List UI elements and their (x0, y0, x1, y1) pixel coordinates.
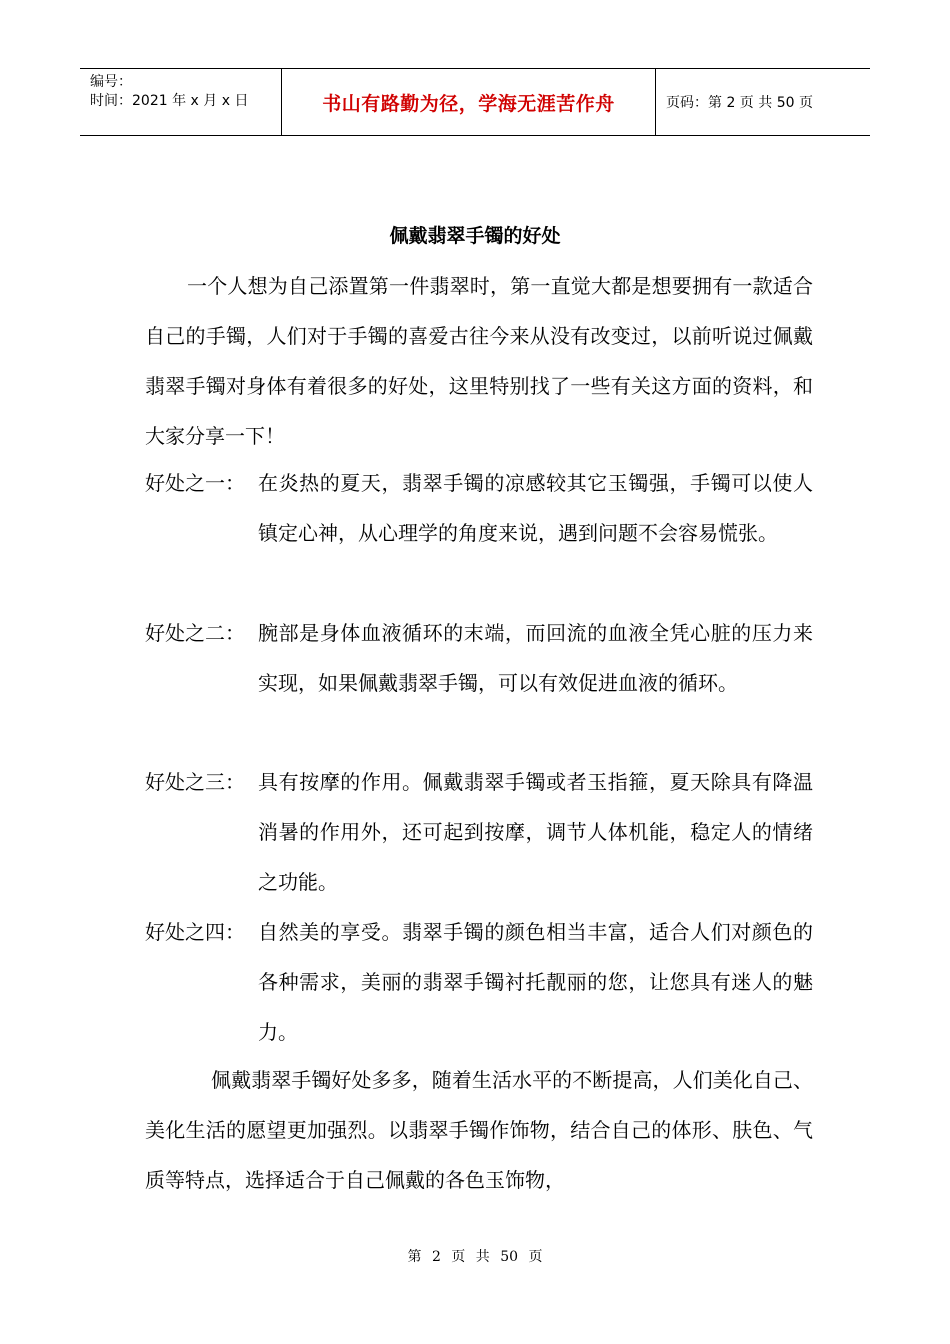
page-footer: 第 2 页 共 50 页 (407, 1249, 543, 1265)
benefit-label: 好处之三： (145, 770, 245, 794)
intro-paragraph: 一个人想为自己添置第一件翡翠时，第一直觉大都是想要拥有一款适合自己的手镯，人们对于手镯的喜爱古往今来从没有改变过，以前听说过佩戴翡翠手镯对身体有着很多的好处，这里特别找了一些有关这方面的资料，和大家分享一下！ (145, 274, 813, 448)
benefit-text: 腕部是身体血液循环的末端，而回流的血液全凭心脏的压力来实现，如果佩戴翡翠手镯，可以有效促进血液的循环。 (258, 621, 813, 695)
header-motto: 书山有路勤为径，学海无涯苦作舟 (322, 92, 615, 115)
header-table (80, 68, 870, 136)
header-page-code: 页码：第 2 页 共 50 页 (666, 95, 813, 111)
header-motto-cell (282, 69, 656, 135)
header-page-cell (656, 69, 870, 135)
benefit-text: 自然美的享受。翡翠手镯的颜色相当丰富，适合人们对颜色的各种需求，美丽的翡翠手镯衬托靓丽的您，让您具有迷人的魅力。 (258, 920, 813, 1044)
benefit-item (145, 757, 813, 907)
header-meta-cell (80, 69, 282, 135)
benefit-text: 具有按摩的作用。佩戴翡翠手镯或者玉指箍，夏天除具有降温消暑的作用外，还可起到按摩，调节人体机能，稳定人的情绪之功能。 (258, 770, 813, 894)
benefit-label: 好处之四： (145, 920, 245, 944)
document-title: 佩戴翡翠手镯的好处 (389, 225, 561, 247)
document-number-label: 编号： (90, 74, 132, 90)
benefit-item (145, 907, 813, 1057)
benefit-label: 好处之一： (145, 471, 245, 495)
benefit-item (145, 608, 813, 708)
benefit-item (145, 458, 813, 558)
closing-paragraph: 佩戴翡翠手镯好处多多，随着生活水平的不断提高，人们美化自己、美化生活的愿望更加强烈。以翡翠手镯作饰物，结合自己的体形、肤色、气质等特点，选择适合于自己佩戴的各色玉饰物， (145, 1068, 813, 1192)
benefit-label: 好处之二： (145, 621, 245, 645)
document-date-label: 时间：2021 年 x 月 x 日 (90, 93, 249, 109)
benefit-text: 在炎热的夏天，翡翠手镯的凉感较其它玉镯强，手镯可以使人镇定心神，从心理学的角度来说，遇到问题不会容易慌张。 (258, 471, 813, 545)
